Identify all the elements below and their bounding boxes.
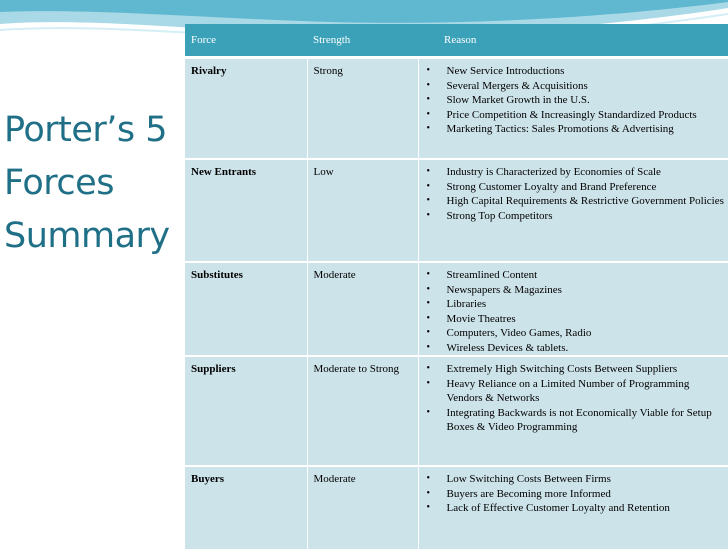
table-row	[185, 159, 728, 262]
bullet-icon: •	[426, 283, 431, 295]
reason-text: Extremely High Switching Costs Between Suppliers	[446, 363, 678, 375]
reason-cell	[418, 58, 728, 160]
force-cell: New Entrants	[185, 159, 307, 262]
table-row	[185, 466, 728, 550]
table-row	[185, 262, 728, 356]
header-force: Force	[185, 24, 307, 58]
reason-text: Buyers are Becoming more Informed	[446, 487, 611, 500]
reason-item	[421, 362, 727, 377]
bullet-icon: •	[426, 65, 431, 76]
bullet-icon: •	[426, 79, 431, 91]
reason-cell	[418, 262, 728, 356]
bullet-icon: •	[426, 209, 431, 221]
reason-item	[421, 487, 727, 502]
strength-cell: Moderate	[307, 466, 418, 550]
reason-text: Movie Theatres	[446, 312, 516, 325]
strength-cell: Strong	[307, 58, 418, 160]
reason-text: Strong Top Competitors	[446, 209, 553, 222]
strength-cell: Moderate to Strong	[307, 356, 418, 466]
table-header-row	[185, 24, 728, 58]
table-row	[185, 58, 728, 160]
reason-text: Computers, Video Games, Radio	[446, 327, 592, 339]
reason-item	[421, 209, 727, 224]
bullet-icon: •	[426, 123, 431, 134]
force-cell: Suppliers	[185, 356, 307, 466]
bullet-icon: •	[426, 180, 431, 192]
bullet-icon: •	[426, 473, 431, 484]
reason-item	[421, 180, 727, 195]
force-cell: Rivalry	[185, 58, 307, 160]
header-strength: Strength	[307, 24, 418, 58]
reason-text: Integrating Backwards is not Economically Viable for Setup Boxes & Video Programming	[446, 406, 712, 433]
reason-text: Several Mergers & Acquisitions	[446, 79, 588, 92]
reason-text: Price Competition & Increasingly Standardized Products	[446, 108, 697, 121]
reason-cell	[418, 356, 728, 466]
reason-item	[421, 108, 727, 123]
reason-text: Wireless Devices & tablets.	[446, 341, 569, 354]
bullet-icon: •	[426, 341, 431, 353]
slide-title	[4, 104, 184, 263]
reason-text: Strong Customer Loyalty and Brand Preference	[446, 180, 657, 193]
header-reason: Reason	[418, 24, 728, 58]
bullet-icon: •	[426, 502, 431, 513]
reason-item	[421, 283, 727, 298]
reason-item	[421, 79, 727, 94]
reason-text: Newspapers & Magazines	[446, 283, 562, 296]
bullet-icon: •	[426, 298, 431, 309]
reason-text: Industry is Characterized by Economies of Scale	[446, 166, 661, 178]
reason-text: Low Switching Costs Between Firms	[446, 473, 611, 485]
reason-text: New Service Introductions	[446, 65, 565, 77]
bullet-icon: •	[426, 94, 431, 105]
porter-forces-table	[185, 24, 728, 546]
reason-text: Heavy Reliance on a Limited Number of Programming Vendors & Networks	[446, 377, 690, 404]
reason-text: Libraries	[446, 298, 487, 310]
reason-item	[421, 297, 727, 312]
reason-item	[421, 93, 727, 108]
strength-cell: Low	[307, 159, 418, 262]
bullet-icon: •	[426, 312, 431, 324]
title-line-2: Forces	[4, 163, 114, 203]
reason-item	[421, 64, 727, 79]
reason-text: Marketing Tactics: Sales Promotions & Advertising	[446, 123, 674, 135]
force-cell: Substitutes	[185, 262, 307, 356]
reason-text: Streamlined Content	[446, 269, 538, 281]
reason-text: Lack of Effective Customer Loyalty and Retention	[446, 502, 670, 514]
bullet-icon: •	[426, 406, 431, 418]
reason-text: High Capital Requirements & Restrictive Government Policies	[446, 195, 724, 207]
bullet-icon: •	[426, 108, 431, 120]
reason-list	[421, 268, 727, 355]
title-line-3: Summary	[4, 216, 170, 256]
reason-item	[421, 501, 727, 516]
reason-item	[421, 312, 727, 327]
bullet-icon: •	[426, 269, 431, 280]
reason-item	[421, 194, 727, 209]
reason-item	[421, 406, 727, 435]
title-line-1: Porter’s 5	[4, 110, 168, 150]
strength-cell: Moderate	[307, 262, 418, 356]
bullet-icon: •	[426, 487, 431, 499]
reason-item	[421, 341, 727, 356]
reason-text: Slow Market Growth in the U.S.	[446, 94, 590, 106]
reason-list	[421, 472, 727, 516]
bullet-icon: •	[426, 377, 431, 389]
reason-list	[421, 165, 727, 223]
table-row	[185, 356, 728, 466]
force-cell: Buyers	[185, 466, 307, 550]
bullet-icon: •	[426, 195, 431, 206]
bullet-icon: •	[426, 166, 431, 177]
reason-item	[421, 377, 727, 406]
reason-item	[421, 268, 727, 283]
reason-item	[421, 165, 727, 180]
reason-cell	[418, 466, 728, 550]
reason-item	[421, 326, 727, 341]
reason-cell	[418, 159, 728, 262]
reason-list	[421, 64, 727, 137]
bullet-icon: •	[426, 363, 431, 374]
reason-item	[421, 472, 727, 487]
reason-item	[421, 122, 727, 137]
reason-list	[421, 362, 727, 435]
bullet-icon: •	[426, 327, 431, 338]
